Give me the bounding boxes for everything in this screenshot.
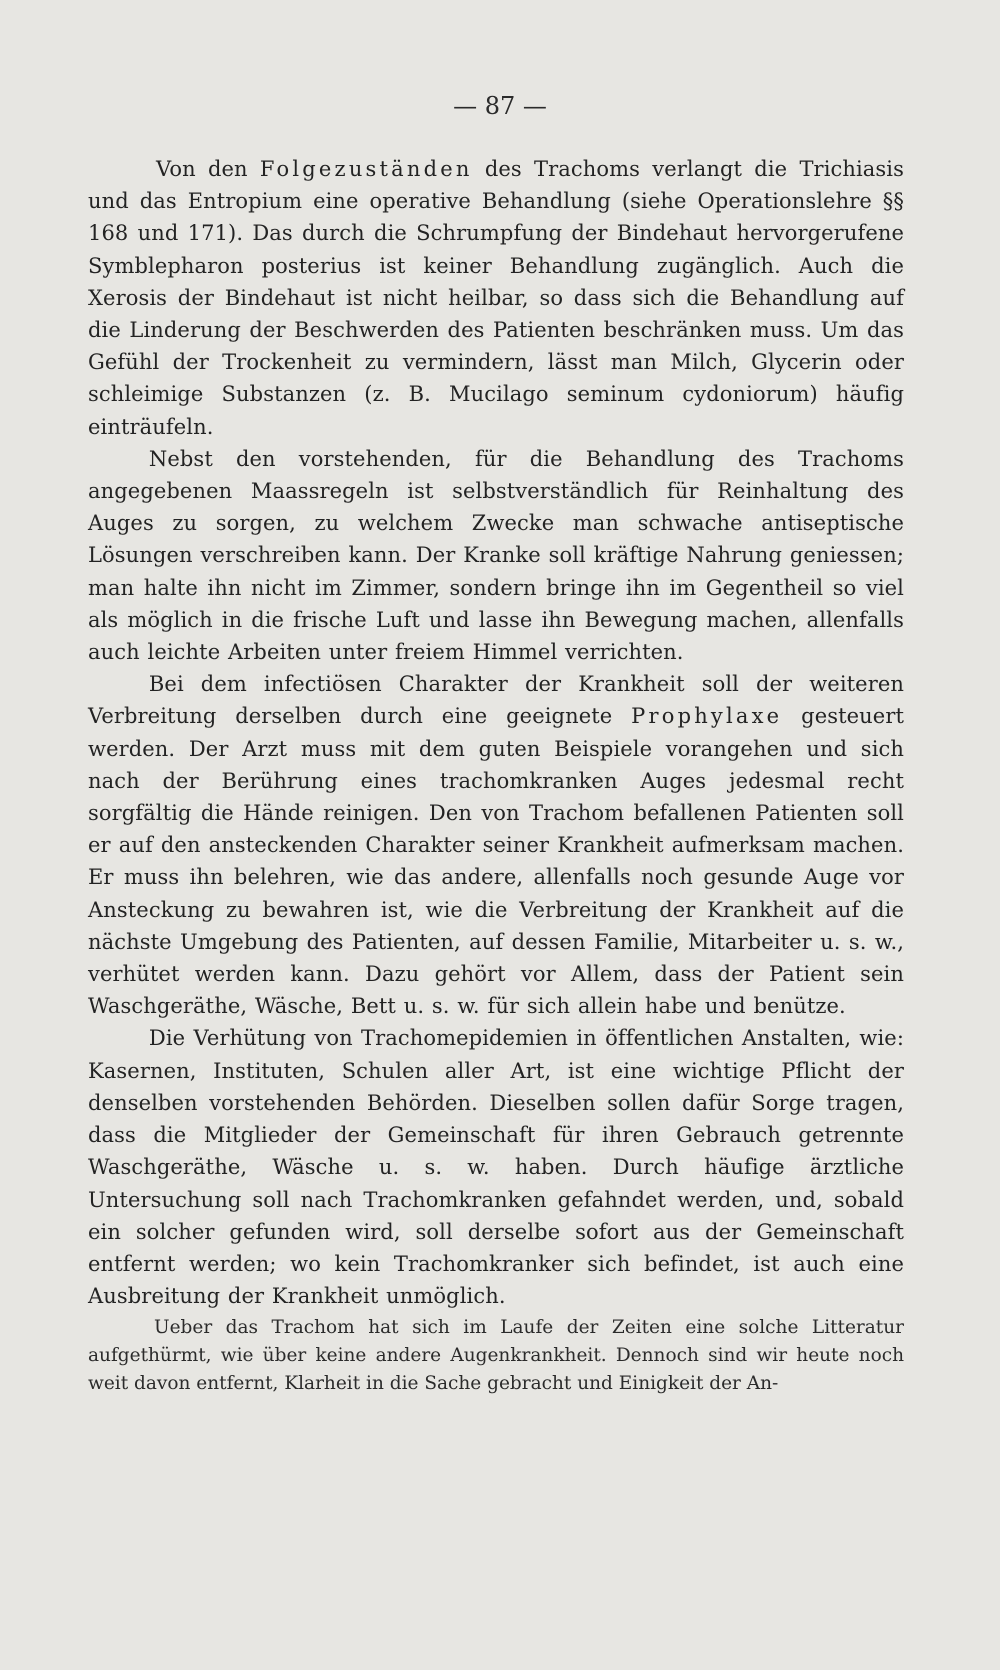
page-body xyxy=(88,153,904,1398)
paragraph-reinhaltung: Nebst den vorstehenden, für die Behandlung des Trachoms angegebenen Maassregeln ist selbstverständlich für Reinhaltung des Auges zu sorgen, zu welchem Zwecke man schwache antiseptische Lösungen verschreiben kann. Der Kranke soll kräftige Nahrung geniessen; man halte ihn nicht im Zimmer, sondern bringe ihn im Gegentheil so viel als möglich in die frische Luft und lasse ihn Bewegung machen, allenfalls auch leichte Arbeiten unter freiem Himmel verrichten. xyxy=(88,446,904,665)
paragraph-text: des Trachoms verlangt die Trichiasis und das Entropium eine operative Behandlung (siehe Operationslehre §§ 168 und 171). Das durch die Schrumpfung der Bindehaut hervorgerufene Symblepharon posterius ist keiner Behandlung zugänglich. Auch die Xerosis der Bindehaut ist nicht heilbar, so dass sich die Behandlung auf die Linderung der Beschwerden des Patienten beschränken muss. Um das Gefühl der Trockenheit zu vermindern, lässt man Milch, Glycerin oder schleimige Substanzen (z. B. Mucilago seminum cydoniorum) häufig einträufeln. xyxy=(88,157,904,439)
paragraph-folgezustaende xyxy=(88,153,904,443)
spaced-term: Folgezuständen xyxy=(259,157,473,181)
spaced-term: Prophylaxe xyxy=(631,704,783,729)
paragraph-text: Bei dem infectiösen Charakter der Krankheit soll der weiteren Verbreitung derselben durch eine geeignete xyxy=(88,672,904,729)
paragraph-litteratur-small: Ueber das Trachom hat sich im Laufe der Zeiten eine solche Litteratur aufgethürmt, wie über keine andere Augenkrankheit. Dennoch sind wir heute noch weit davon entfernt, Klarheit in die Sache gebracht und Einigkeit der An- xyxy=(88,1317,904,1395)
paragraph-text: gesteuert werden. Der Arzt muss mit dem guten Beispiele vorangehen und sich nach der Berührung eines trachomkranken Auges jedesmal recht sorgfältig die Hände reinigen. Den von Trachom befallenen Patienten soll er auf den ansteckenden Charakter seiner Krankheit aufmerksam machen. Er muss ihn belehren, wie das andere, allenfalls noch gesunde Auge vor Ansteckung zu bewahren ist, wie die Verbreitung der Krankheit auf die nächste Umgebung des Patienten, auf dessen Familie, Mitarbeiter u. s. w., verhütet werden kann. Dazu gehört vor Allem, dass der Patient sein Waschgeräthe, Wäsche, Bett u. s. w. für sich allein habe und benütze. xyxy=(88,704,904,1019)
page-number: — 87 — xyxy=(453,92,547,120)
paragraph-prophylaxe xyxy=(88,668,904,1022)
paragraph-text: Von den xyxy=(156,157,260,181)
paragraph-verhuetung: Die Verhütung von Trachomepidemien in öffentlichen Anstalten, wie: Kasernen, Instituten, Schulen aller Art, ist eine wichtige Pflicht der denselben vorstehenden Behörden. Dieselben sollen dafür Sorge tragen, dass die Mitglieder der Gemeinschaft für ihren Gebrauch getrennte Waschgeräthe, Wäsche u. s. w. haben. Durch häufige ärztliche Untersuchung soll nach Trachomkranken gefahndet werden, und, sobald ein solcher gefunden wird, soll derselbe sofort aus der Gemeinschaft entfernt werden; wo kein Trachomkranker sich befindet, ist auch eine Ausbreitung der Krankheit unmöglich. xyxy=(88,1026,904,1309)
